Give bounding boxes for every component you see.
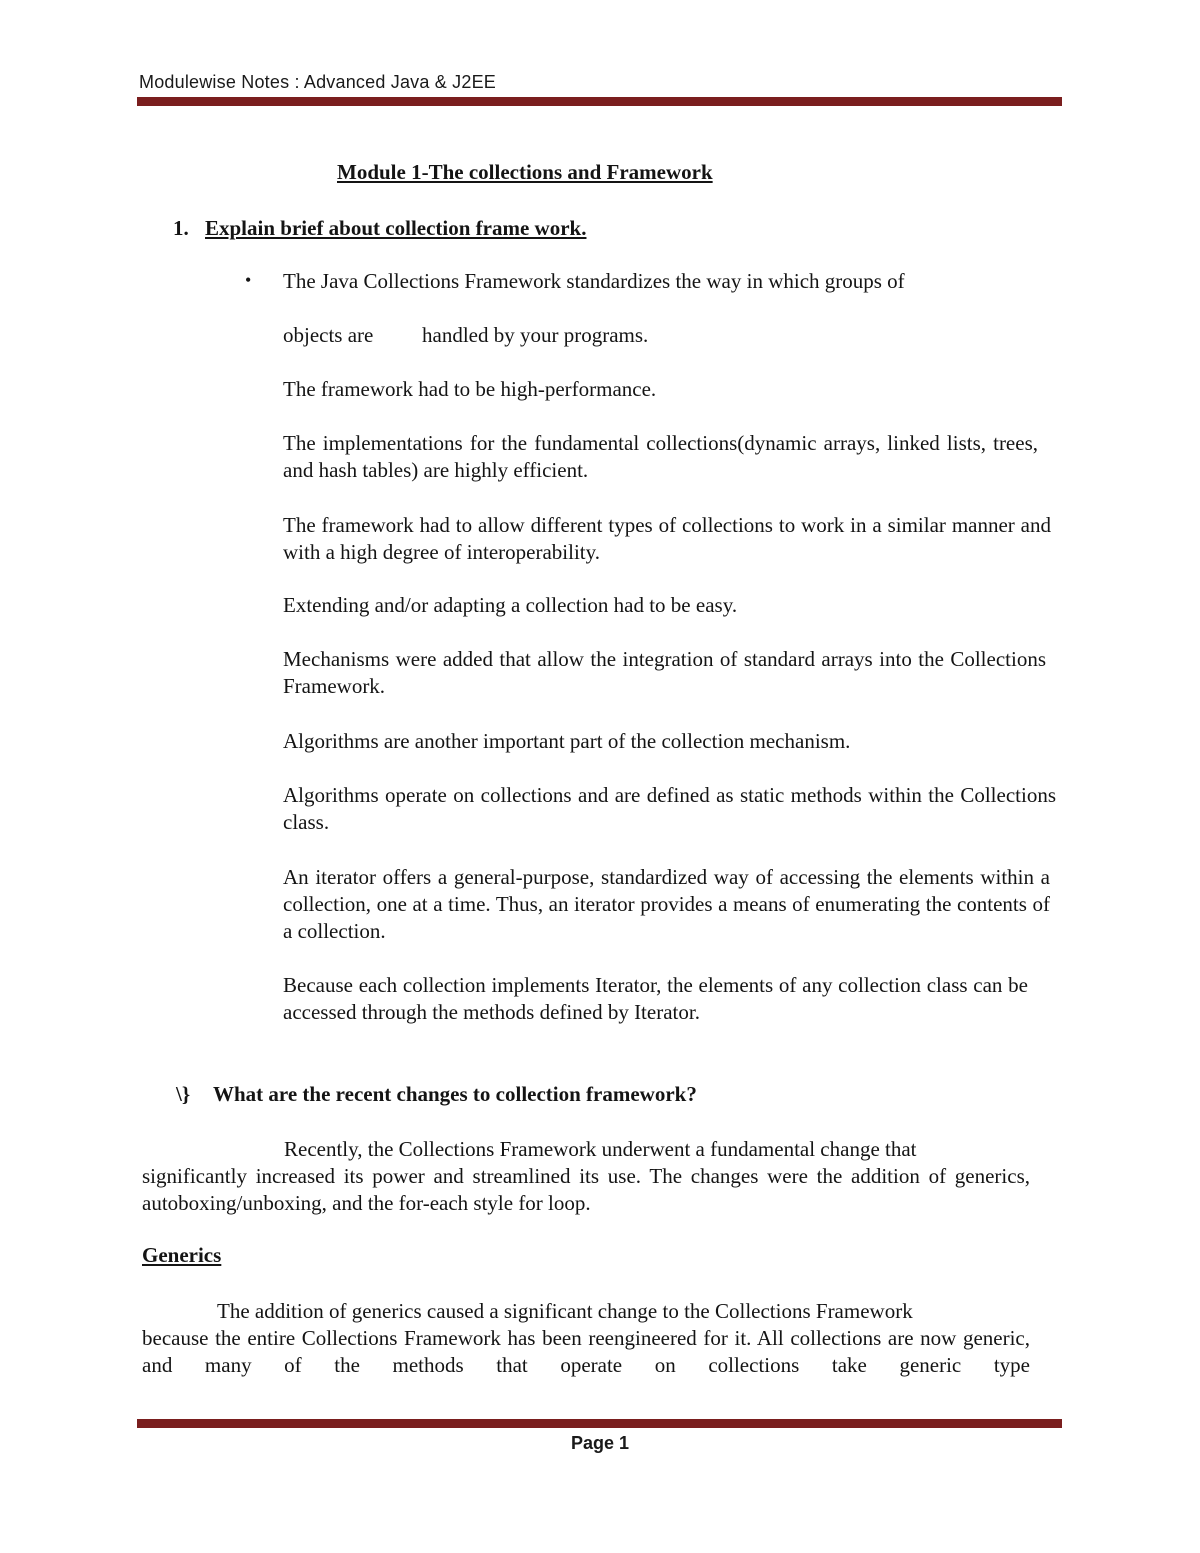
q1-point: The framework had to allow different types of collections to work in a similar manner and with a high degree of interoperability. [283,513,1051,564]
generics-paragraph-rest: because the entire Collections Framework has been reengineered for it. All collections are now generic, and many of the methods that operate on collections take generic type [142,1326,1030,1377]
q1-intro-line-1: The Java Collections Framework standardizes the way in which groups of [283,269,905,293]
q1-point: Algorithms are another important part of the collection mechanism. [283,729,851,753]
q1-intro-line-2a: objects are [283,323,374,347]
q2-answer-rest: significantly increased its power and streamlined its use. The changes were the addition of generics, autoboxing/unboxing, and the for-each style for loop. [142,1164,1030,1215]
generics-heading: Generics [142,1243,222,1267]
bullet-icon: • [245,270,252,290]
running-header: Modulewise Notes : Advanced Java & J2EE [139,72,496,92]
q2-answer-line-1: Recently, the Collections Framework underwent a fundamental change that [284,1137,917,1161]
q1-point: The framework had to be high-performance. [283,377,657,401]
generics-paragraph-line-1: The addition of generics caused a significant change to the Collections Framework [217,1299,913,1323]
header-rule [137,97,1062,106]
question-1-heading: Explain brief about collection frame work. [205,216,587,240]
question-2-heading: What are the recent changes to collection framework? [213,1082,697,1106]
module-title: Module 1-The collections and Framework [337,160,713,184]
q1-point: Mechanisms were added that allow the integration of standard arrays into the Collections Framework. [283,647,1046,698]
q1-intro-line-2b: handled by your programs. [422,323,649,347]
q1-point: An iterator offers a general-purpose, standardized way of accessing the elements within a collection, one at a time. Thus, an iterator provides a means of enumerating the contents of a collection. [283,865,1050,943]
question-2-number: \} [176,1082,191,1106]
q1-point: The implementations for the fundamental collections(dynamic arrays, linked lists, trees, and hash tables) are highly efficient. [283,431,1038,482]
page-number: Page 1 [570,1433,630,1453]
q1-point: Algorithms operate on collections and are defined as static methods within the Collections class. [283,783,1056,834]
footer-rule [137,1419,1062,1428]
question-1-number: 1. [173,216,189,240]
q1-point: Because each collection implements Iterator, the elements of any collection class can be accessed through the methods defined by Iterator. [283,973,1028,1024]
q1-point: Extending and/or adapting a collection had to be easy. [283,593,738,617]
